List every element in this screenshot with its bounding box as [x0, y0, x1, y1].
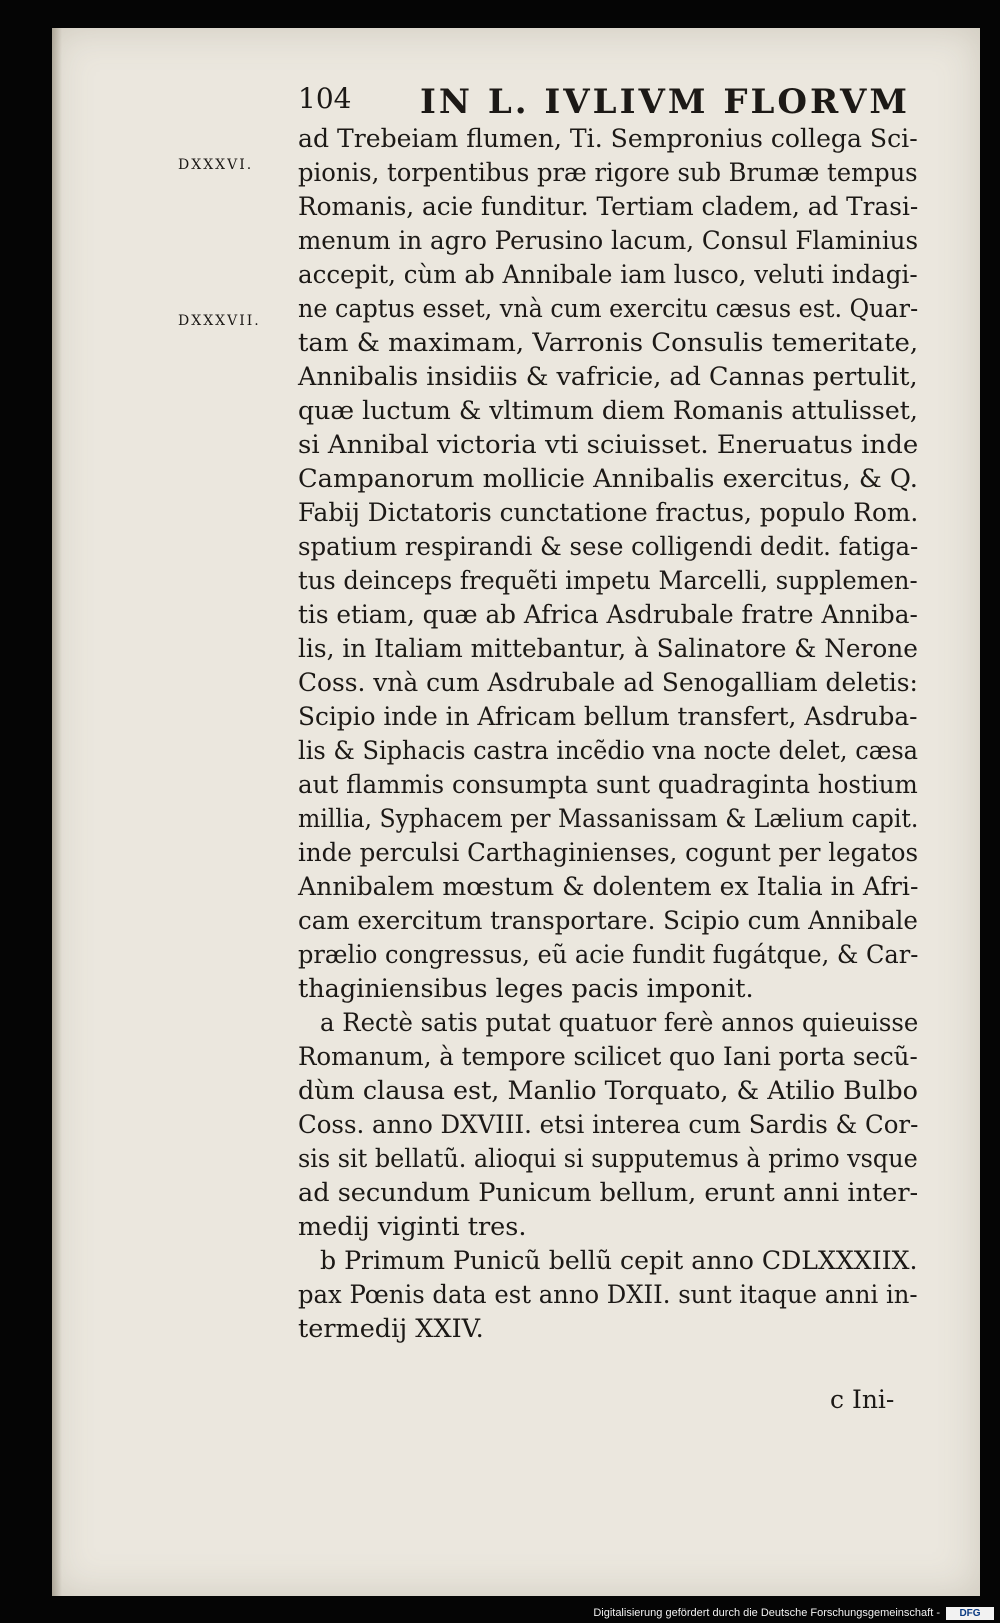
- catch-word: c Ini-: [830, 1385, 895, 1414]
- text-line: lis, in Italiam mittebantur, à Salinatore & Nerone: [298, 634, 918, 664]
- text-line: tam & maximam, Varronis Consulis temeritate,: [298, 328, 919, 358]
- text-line: Coss. anno DXVIII. etsi interea cum Sardis & Cor-: [298, 1110, 919, 1140]
- text-line: Coss. vnà cum Asdrubale ad Senogalliam deletis:: [298, 668, 918, 698]
- text-line: cam exercitum transportare. Scipio cum Annibale: [298, 906, 918, 936]
- text-line: Romanis, acie funditur. Tertiam cladem, ad Trasi-: [298, 192, 919, 222]
- text-line: quæ luctum & vltimum diem Romanis attulisset,: [298, 396, 918, 426]
- page-fold-shadow: [52, 28, 62, 1596]
- digitization-credit: Digitalisierung gefördert durch die Deutsche Forschungsgemeinschaft -: [593, 1607, 940, 1619]
- text-line: ad secundum Punicum bellum, erunt anni inter-: [298, 1178, 919, 1208]
- text-line: millia, Syphacem per Massanissam & Lælium capit.: [298, 804, 919, 834]
- text-line: lis & Siphacis castra incẽdio vna nocte delet, cæsa: [298, 736, 919, 766]
- text-line: spatium respirandi & sese colligendi dedit. fatiga-: [298, 532, 919, 562]
- running-title: IN L. IVLIVM FLORVM: [420, 82, 911, 122]
- text-line: Scipio inde in Africam bellum transfert, Asdruba-: [298, 702, 918, 732]
- text-line: thaginiensibus leges pacis imponit.: [298, 974, 754, 1004]
- text-line: ne captus esset, vnà cum exercitu cæsus est. Quar-: [298, 294, 919, 324]
- text-line: a Rectè satis putat quatuor ferè annos quieuisse: [320, 1008, 919, 1038]
- text-line: si Annibal victoria vti sciuisset. Eneruatus inde: [298, 430, 919, 460]
- dfg-logo: DFG: [946, 1607, 994, 1620]
- margin-note: DXXXVI.: [178, 157, 254, 173]
- margin-note: DXXXVII.: [178, 313, 261, 329]
- text-line: Annibalis insidiis & vafricie, ad Cannas pertulit,: [298, 362, 918, 392]
- text-line: ad Trebeiam flumen, Ti. Sempronius collega Sci-: [298, 124, 918, 154]
- text-line: aut flammis consumpta sunt quadraginta hostium: [298, 770, 918, 800]
- text-line: tus deinceps frequẽti impetu Marcelli, supplemen-: [298, 566, 918, 596]
- text-line: accepit, cùm ab Annibale iam lusco, veluti indagi-: [298, 260, 918, 290]
- text-line: Campanorum mollicie Annibalis exercitus, & Q.: [298, 464, 918, 494]
- text-line: b Primum Punicũ bellũ cepit anno CDLXXXIIX.: [320, 1246, 918, 1276]
- text-line: Annibalem mœstum & dolentem ex Italia in Afri-: [298, 872, 919, 902]
- text-line: inde perculsi Carthaginienses, cogunt per legatos: [298, 838, 919, 868]
- text-line: termedij XXIV.: [298, 1314, 484, 1344]
- text-line: Fabij Dictatoris cunctatione fractus, populo Rom.: [298, 498, 919, 528]
- text-line: prælio congressus, eũ acie fundit fugátque, & Car-: [298, 940, 919, 970]
- text-line: pionis, torpentibus præ rigore sub Brumæ tempus: [298, 158, 918, 188]
- text-line: medij viginti tres.: [298, 1212, 527, 1242]
- text-line: sis sit bellatũ. alioqui si supputemus à primo vsque: [298, 1144, 918, 1174]
- text-line: dùm clausa est, Manlio Torquato, & Atilio Bulbo: [298, 1076, 918, 1106]
- text-line: tis etiam, quæ ab Africa Asdrubale fratre Anniba-: [298, 600, 918, 630]
- text-line: Romanum, à tempore scilicet quo Iani porta secũ-: [298, 1042, 918, 1072]
- page-number: 104: [298, 82, 352, 115]
- text-line: menum in agro Perusino lacum, Consul Flaminius: [298, 226, 919, 256]
- text-line: pax Pœnis data est anno DXII. sunt itaque anni in-: [298, 1280, 918, 1310]
